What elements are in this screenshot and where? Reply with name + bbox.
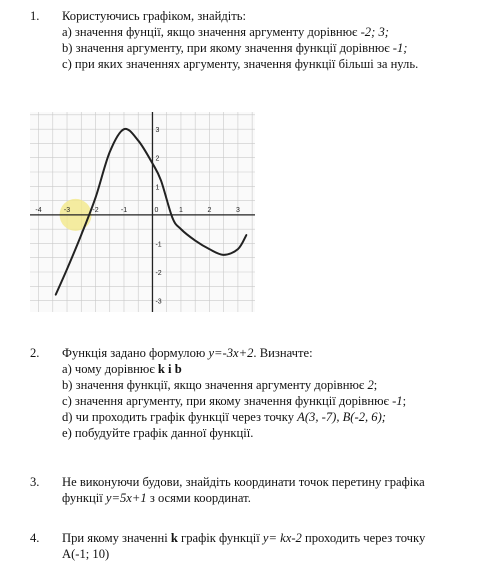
task-3-line-1: Не виконуючи будови, знайдіть координати точок перетину графіка (62, 475, 425, 489)
x-tick-label: -4 (35, 206, 42, 214)
task-1-b: b) значення аргументу, при якому значення функції дорівнює -1; (62, 41, 408, 55)
curve-point (55, 294, 57, 296)
curve-point (123, 128, 125, 130)
x-tick-label: 0 (154, 206, 159, 214)
task-1-title: Користуючись графіком, знайдіть: (62, 9, 247, 23)
x-tick-label: 3 (235, 206, 240, 214)
curve-point (194, 240, 196, 242)
task-4-line-1: При якому значенні k графік функції y= kx-2 проходить через точку (62, 531, 426, 545)
task-2-d: d) чи проходить графік функції через точку А(3, -7), В(-2, 6); (62, 410, 386, 424)
curve-point (137, 140, 139, 142)
y-tick-label: 1 (155, 184, 160, 192)
curve-point (66, 268, 68, 270)
curve-point (95, 197, 97, 199)
task-2-number: 2. (30, 346, 40, 360)
y-tick-label: -1 (155, 241, 162, 249)
task-3-number: 3. (30, 475, 40, 489)
task-3-line-2: функції y=5x+1 з осями координат. (62, 491, 251, 505)
function-graph (30, 112, 255, 312)
task-2-b: b) значення функції, якщо значення аргументу дорівнює 2; (62, 378, 378, 392)
curve-point (223, 254, 225, 256)
task-2-title: Функція задано формулою y=-3x+2. Визначте: (62, 346, 313, 360)
x-tick-label: -2 (92, 206, 99, 214)
x-tick-label: 1 (178, 206, 183, 214)
task-2-e: е) побудуйте графік данної функції. (62, 426, 254, 440)
task-2-a: а) чому дорівнює k і b (62, 362, 182, 376)
task-1-c: с) при яких значеннях аргументу, значення функції більші за нуль. (62, 57, 419, 71)
y-tick-label: -3 (155, 298, 162, 306)
task-4-line-2: А(-1; 10) (62, 547, 110, 561)
curve-point (80, 234, 82, 236)
task-1-number: 1. (30, 9, 40, 23)
curve-point (160, 180, 162, 182)
x-tick-label: -1 (120, 206, 128, 214)
task-4-number: 4. (30, 531, 40, 545)
curve-point (172, 217, 174, 219)
x-tick-label: -3 (63, 206, 71, 214)
curve-point (209, 248, 211, 250)
x-tick-label: 2 (207, 206, 212, 214)
y-tick-label: -2 (155, 270, 162, 277)
y-tick-label: 3 (155, 127, 160, 135)
curve-point (109, 151, 111, 153)
y-tick-label: 2 (155, 155, 160, 163)
curve-point (152, 163, 154, 165)
curve-point (246, 234, 248, 236)
curve-point (237, 248, 239, 250)
task-2-c: с) значення аргументу, при якому значення функції дорівнює -1; (62, 394, 407, 408)
task-1-a: а) значення фунції, якщо значення аргументу дорівнює -2; 3; (62, 25, 389, 39)
curve-point (180, 228, 182, 230)
